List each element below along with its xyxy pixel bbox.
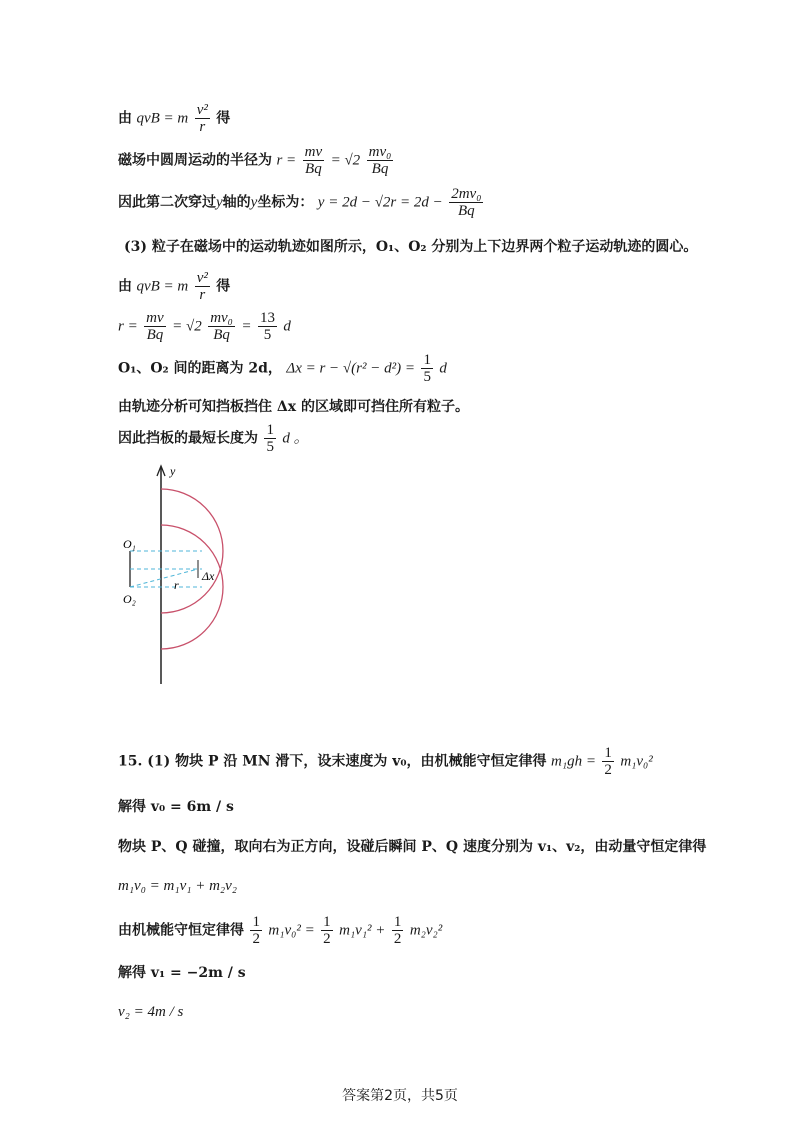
fraction: $\frac{1}{5}$ bbox=[266, 422, 274, 455]
equation-line-2 bbox=[118, 144, 395, 177]
paragraph-part-3: (3) 粒子在磁场中的运动轨迹如图所示，O₁、O₂ 分别为上下边界两个粒子运动轨迹的圆心。 bbox=[124, 239, 698, 255]
fraction: $\frac{1}{2}$ bbox=[393, 914, 402, 947]
fraction: $\frac{\text{mv₀}}{Bq}$ bbox=[210, 310, 233, 343]
fraction: $\frac{mv}{Bq}$ bbox=[304, 144, 323, 177]
formula-mid: = √2 bbox=[330, 152, 361, 169]
equation-line-5: 由 qvB = m $\frac{\text{v²}}{r}$ 得 bbox=[118, 270, 231, 303]
fraction: $\frac{1}{5}$ bbox=[423, 352, 431, 385]
equation-line-14: 由机械能守恒定律得 $\frac{1}{2}$ m₁v₀² = $\frac{1}{2}$ m₁v₁² + $\frac{1}{2}$ m₂v₂² bbox=[118, 914, 443, 947]
page-footer: 答案第2页，共5页 bbox=[342, 1088, 458, 1104]
fraction: $\frac{mv}{Bq}$ bbox=[146, 310, 164, 343]
fraction: $\frac{1}{2}$ bbox=[323, 914, 331, 947]
text-line-15: 解得 v₁ = −2m / s bbox=[118, 965, 246, 981]
equation-line-10: 15. (1) 物块 P 沿 MN 滑下，设末速度为 v₀，由机械能守恒定律得 m₁gh = $\frac{1}{2}$ m₁v₀² bbox=[118, 745, 653, 778]
upper-arc bbox=[161, 489, 223, 613]
fraction: $\frac{1}{2}$ bbox=[604, 745, 612, 778]
fraction: $\frac{\text{2mv₀}}{Bq}$ bbox=[451, 186, 482, 219]
text-line-8: 由轨迹分析可知挡板挡住 Δx 的区域即可挡住所有粒子。 bbox=[118, 399, 469, 415]
fraction: $\frac{\text{v²}}{r}$ bbox=[196, 102, 208, 135]
o2-label: O₂ bbox=[123, 592, 136, 606]
equation-line-7: O₁、O₂ 间的距离为 2d， Δx = r − √(r² − d²) = $\frac{1}{5}$ d bbox=[118, 352, 447, 385]
fraction: $\frac{1}{2}$ bbox=[252, 914, 260, 947]
fraction: $\frac{13}{5}$ bbox=[259, 310, 275, 343]
equation-line-3: 因此第二次穿过y轴的y坐标为： y = 2d − √2r = 2d − $\frac{\text{2mv₀}}{Bq}$ bbox=[118, 186, 482, 219]
equation-line-9: 因此挡板的最短长度为 $\frac{1}{5}$ d 。 bbox=[118, 422, 309, 455]
r-label: r bbox=[174, 578, 179, 592]
equation-line-1 bbox=[118, 102, 230, 135]
o1-label: O₁ bbox=[123, 537, 136, 551]
text-line-11: 解得 v₀ = 6m / s bbox=[118, 799, 234, 815]
fraction: $\frac{\text{mv₀}}{Bq}$ bbox=[368, 144, 392, 177]
dx-label: Δx bbox=[202, 569, 215, 583]
text-prefix: 由 bbox=[118, 110, 132, 127]
text-line-12: 物块 P、Q 碰撞，取向右为正方向，设碰后瞬间 P、Q 速度分别为 v₁、v₂，由动量守恒定律得 bbox=[118, 839, 707, 855]
equation-line-6: r = $\frac{mv}{Bq}$ = √2 $\frac{\text{mv₀}}{Bq}$ = $\frac{13}{5}$ d bbox=[118, 310, 291, 343]
text-prefix: 磁场中圆周运动的半径为 bbox=[118, 152, 272, 169]
text-suffix: 得 bbox=[216, 110, 231, 127]
lower-arc bbox=[161, 525, 223, 649]
formula: y = 2d − √2r = 2d − bbox=[317, 194, 443, 211]
trajectory-diagram bbox=[118, 462, 258, 687]
equation-line-13: m₁v₀ = m₁v₁ + m₂v₂ bbox=[118, 878, 238, 894]
y-axis-label: y bbox=[170, 464, 176, 478]
formula-lhs: qvB = m bbox=[136, 110, 189, 127]
text-line-16: v₂ = 4m / s bbox=[118, 1004, 184, 1020]
radius-dashed-line bbox=[130, 569, 198, 587]
fraction: $\frac{\text{v²}}{r}$ bbox=[196, 270, 208, 303]
formula-lhs: r = bbox=[276, 152, 297, 169]
